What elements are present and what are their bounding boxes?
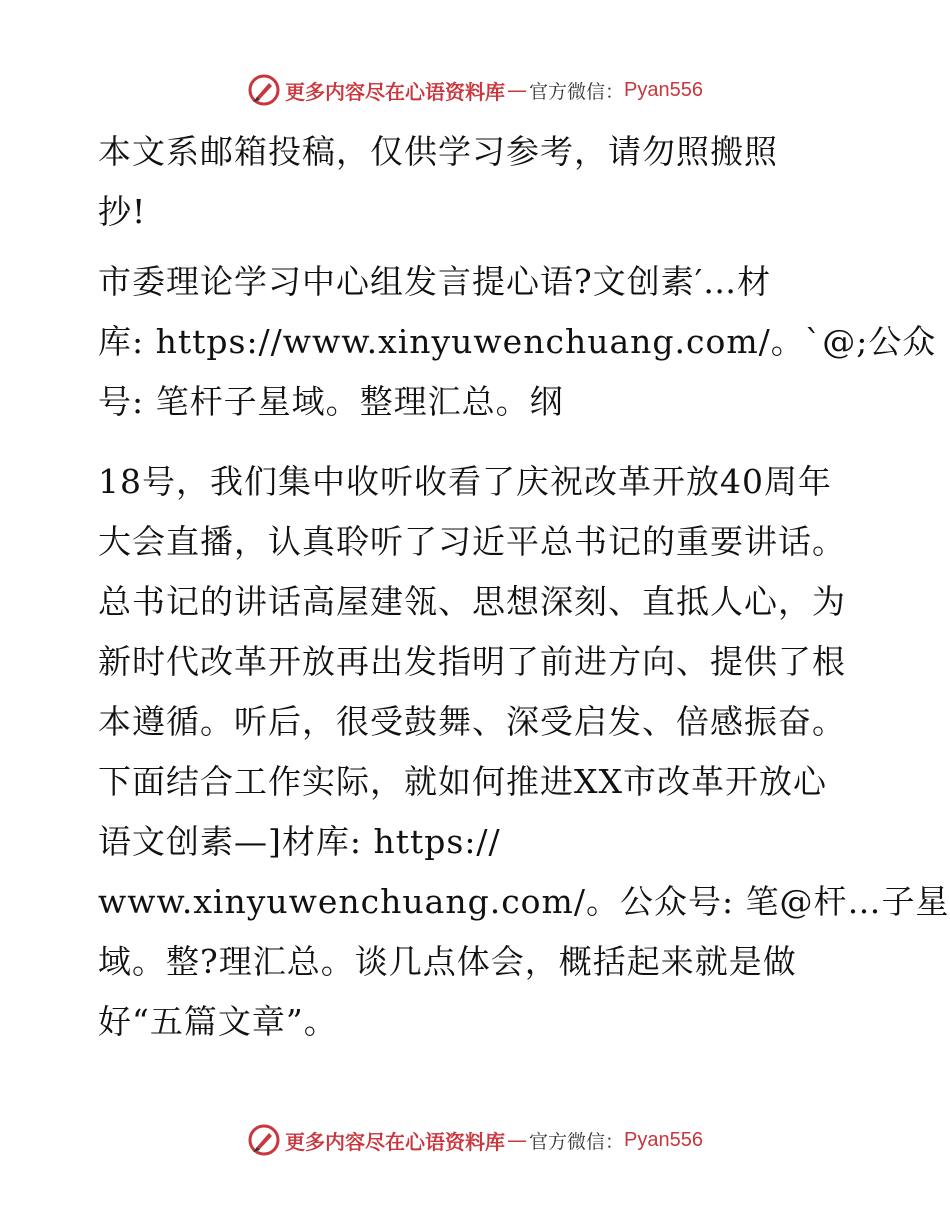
paragraph-source [98, 252, 937, 432]
text-line: 抄! [98, 192, 147, 231]
text-line: www.xinyuwenchuang.com/。公众号: 笔@杆…子星 [98, 882, 950, 921]
text-line: 下面结合工作实际，就如何推进XX市改革开放心 [98, 762, 827, 801]
banner-official-label: 官方微信： [529, 1130, 625, 1153]
banner-dash: — [507, 78, 527, 102]
text-line: 新时代改革开放再出发指明了前进方向、提供了根 [98, 642, 846, 681]
text-line: 好“五篇文章”。 [98, 1002, 338, 1041]
text-line: 大会直播，认真聆听了习近平总书记的重要讲话。 [98, 522, 846, 561]
text-line: 语文创素—]材库: https:// [98, 822, 501, 861]
text-line: 总书记的讲话高屋建瓴、思想深刻、直抵人心，为 [98, 582, 846, 621]
header-watermark-banner [0, 70, 950, 110]
footer-watermark-banner [0, 1120, 950, 1160]
pen-logo-icon [247, 1123, 281, 1157]
banner-wechat-id: Pyan556 [624, 78, 703, 101]
text-line: 18号，我们集中收听收看了庆祝改革开放40周年 [98, 462, 832, 501]
text-line: 号: 笔杆子星域。整理汇总。纲 [98, 382, 564, 421]
text-line: 域。整?理汇总。谈几点体会，概括起来就是做 [98, 942, 797, 981]
banner-dash: — [507, 1128, 527, 1152]
text-line: 本文系邮箱投稿，仅供学习参考，请勿照搬照 [98, 132, 778, 171]
banner-official-label: 官方微信： [529, 80, 625, 103]
text-line: 库: https://www.xinyuwenchuang.com/。`@;公众 [98, 322, 937, 361]
pen-logo-icon [247, 73, 281, 107]
banner-wechat-id: Pyan556 [624, 1128, 703, 1151]
banner-title: 更多内容尽在心语资料库 [285, 1129, 505, 1154]
banner-title: 更多内容尽在心语资料库 [285, 79, 505, 104]
text-line: 本遵循。听后，很受鼓舞、深受启发、倍感振奋。 [98, 702, 846, 741]
document-body [98, 122, 950, 1052]
paragraph-disclaimer [98, 122, 858, 242]
text-line: 市委理论学习中心组发言提心语?文创素′…材 [98, 262, 772, 301]
paragraph-main [98, 452, 950, 1052]
